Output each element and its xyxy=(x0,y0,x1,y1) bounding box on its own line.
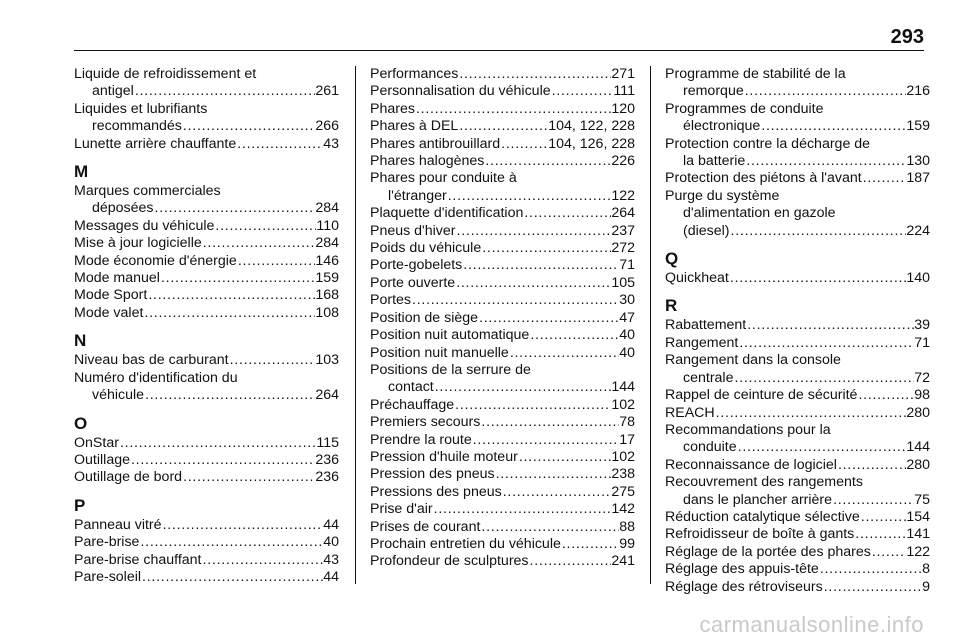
entry-page-ref: 78 xyxy=(619,414,635,431)
page-number: 293 xyxy=(890,26,924,48)
index-entry xyxy=(74,183,339,218)
entry-text: remorque xyxy=(683,83,744,100)
entry-page-ref: 264 xyxy=(611,205,635,222)
index-entry xyxy=(74,370,339,405)
dot-leader xyxy=(715,405,907,422)
entry-page-ref: 280 xyxy=(906,404,930,421)
entry-text: contact xyxy=(388,379,434,396)
entry-text: Profondeur de sculptures xyxy=(370,553,529,570)
entry-text: OnStar xyxy=(74,434,119,451)
section-letter: R xyxy=(665,296,678,316)
entry-text: Pression des pneus xyxy=(370,466,495,483)
entry-text: Réglage de la portée des phares xyxy=(665,543,871,560)
entry-text: Premiers secours xyxy=(370,414,481,431)
entry-text: Programme de stabilité de la xyxy=(665,66,846,82)
dot-leader xyxy=(236,136,323,153)
dot-leader xyxy=(433,501,612,518)
entry-page-ref: 144 xyxy=(906,439,930,456)
entry-page-ref: 146 xyxy=(315,252,339,269)
index-entry xyxy=(370,519,635,536)
index-entry xyxy=(370,449,635,466)
index-entry xyxy=(665,474,930,509)
dot-leader xyxy=(447,188,612,205)
index-entry xyxy=(74,253,339,270)
entry-text: Mise à jour logicielle xyxy=(74,235,202,252)
entry-text: Préchauffage xyxy=(370,396,455,413)
dot-leader xyxy=(832,492,914,509)
entry-text: centrale xyxy=(683,369,734,386)
index-entry xyxy=(370,432,635,449)
entry-text: REACH xyxy=(665,404,715,421)
dot-leader xyxy=(523,205,611,222)
index-entry xyxy=(74,552,339,569)
entry-page-ref: 17 xyxy=(619,431,635,448)
entry-page-ref: 275 xyxy=(611,483,635,500)
entry-page-ref: 140 xyxy=(906,270,930,287)
index-entry xyxy=(370,136,635,153)
entry-page-ref: 9 xyxy=(922,578,930,595)
dot-leader xyxy=(481,240,611,257)
index-entry xyxy=(665,405,930,422)
dot-leader xyxy=(502,484,612,501)
entry-text: Positions de la serrure de xyxy=(370,361,531,378)
entry-text: Prochain entretien du véhicule xyxy=(370,535,561,552)
entry-text: Recommandations pour la xyxy=(665,421,831,438)
entry-text: Rappel de ceinture de sécurité xyxy=(665,387,858,404)
entry-text: Messages du véhicule xyxy=(74,217,215,234)
entry-text: Réglage des rétroviseurs xyxy=(665,578,823,595)
column-divider-1 xyxy=(355,66,356,584)
entry-text: Mode Sport xyxy=(74,287,148,304)
dot-leader xyxy=(746,317,914,334)
dot-leader xyxy=(860,509,907,526)
index-entry xyxy=(74,435,339,452)
entry-page-ref: 120 xyxy=(611,100,635,117)
index-entry xyxy=(370,362,635,397)
entry-page-ref: 168 xyxy=(315,287,339,304)
index-entry xyxy=(370,170,635,205)
index-column-3 xyxy=(665,66,930,596)
entry-page-ref: 99 xyxy=(619,535,635,552)
entry-page-ref: 237 xyxy=(611,222,635,239)
entry-text: Mode économie d'énergie xyxy=(74,252,237,269)
entry-text: Rangement dans la console xyxy=(665,352,841,369)
entry-text: Pare-brise xyxy=(74,534,140,551)
dot-leader xyxy=(134,83,316,100)
dot-leader xyxy=(760,118,906,135)
section-letter: N xyxy=(74,331,87,351)
dot-leader xyxy=(837,457,906,474)
watermark: carmanualsonline.info xyxy=(699,612,924,637)
index-entry xyxy=(74,136,339,153)
entry-text: Pneus d'hiver xyxy=(370,222,456,239)
entry-text: Phares halogènes xyxy=(370,153,485,170)
index-entry xyxy=(74,101,339,136)
dot-leader xyxy=(737,439,907,456)
dot-leader xyxy=(143,305,315,322)
index-entry xyxy=(74,305,339,322)
entry-page-ref: 104, 126, 228 xyxy=(548,135,635,152)
dot-leader xyxy=(738,335,914,352)
entry-page-ref: 47 xyxy=(619,309,635,326)
dot-leader xyxy=(182,118,315,135)
entry-page-ref: 224 xyxy=(906,222,930,239)
entry-page-ref: 264 xyxy=(315,387,339,404)
entry-text: Marques commerciales xyxy=(74,183,221,200)
entry-text: Mode valet xyxy=(74,304,144,321)
section-letter: M xyxy=(74,162,89,182)
dot-leader xyxy=(415,101,611,118)
dot-leader xyxy=(456,223,612,240)
dot-leader xyxy=(518,449,612,466)
entry-page-ref: 122 xyxy=(611,187,635,204)
entry-text: antigel xyxy=(92,83,134,100)
index-entry xyxy=(370,223,635,240)
entry-text: l'étranger xyxy=(388,187,447,204)
index-entry xyxy=(370,292,635,309)
dot-leader xyxy=(130,452,315,469)
entry-page-ref: 71 xyxy=(914,334,930,351)
entry-page-ref: 159 xyxy=(906,118,930,135)
index-entry xyxy=(665,457,930,474)
dot-leader xyxy=(744,83,907,100)
index-entry xyxy=(665,544,930,561)
index-entry xyxy=(74,469,339,486)
entry-page-ref: 261 xyxy=(315,83,339,100)
dot-leader xyxy=(237,253,316,270)
entry-page-ref: 102 xyxy=(611,396,635,413)
section-letter: P xyxy=(74,495,86,515)
entry-page-ref: 216 xyxy=(906,83,930,100)
entry-page-ref: 102 xyxy=(611,448,635,465)
dot-leader xyxy=(729,270,906,287)
index-entry xyxy=(370,414,635,431)
entry-text: Pression d'huile moteur xyxy=(370,448,518,465)
entry-page-ref: 40 xyxy=(619,327,635,344)
dot-leader xyxy=(141,569,323,586)
entry-text: Prendre la route xyxy=(370,431,472,448)
entry-text: Reconnaissance de logiciel xyxy=(665,456,837,473)
index-entry xyxy=(370,101,635,118)
dot-leader xyxy=(454,397,611,414)
entry-text: Panneau vitré xyxy=(74,516,162,533)
entry-page-ref: 40 xyxy=(619,344,635,361)
dot-leader xyxy=(854,526,906,543)
entry-text: Phares xyxy=(370,100,415,117)
dot-leader xyxy=(411,292,619,309)
dot-leader xyxy=(480,519,619,536)
entry-text: Performances xyxy=(370,66,459,82)
index-entry xyxy=(370,153,635,170)
index-entry xyxy=(74,235,339,252)
entry-page-ref: 238 xyxy=(611,466,635,483)
dot-leader xyxy=(229,352,316,369)
dot-leader xyxy=(214,218,316,235)
entry-text: (diesel) xyxy=(683,222,730,239)
index-entry xyxy=(370,466,635,483)
entry-page-ref: 75 xyxy=(914,491,930,508)
entry-page-ref: 104, 122, 228 xyxy=(548,118,635,135)
dot-leader xyxy=(529,327,619,344)
entry-text: Rangement xyxy=(665,334,739,351)
index-entry xyxy=(370,484,635,501)
entry-page-ref: 271 xyxy=(611,66,635,82)
index-entry xyxy=(74,270,339,287)
entry-page-ref: 284 xyxy=(315,200,339,217)
entry-page-ref: 43 xyxy=(323,551,339,568)
entry-text: Phares pour conduite à xyxy=(370,170,517,187)
entry-text: Phares à DEL xyxy=(370,118,459,135)
dot-leader xyxy=(162,517,324,534)
index-entry xyxy=(370,327,635,344)
entry-page-ref: 115 xyxy=(316,434,339,451)
dot-leader xyxy=(472,432,619,449)
entry-text: Pare-soleil xyxy=(74,568,142,585)
dot-leader xyxy=(509,345,619,362)
dot-leader xyxy=(745,153,906,170)
entry-page-ref: 159 xyxy=(315,270,339,287)
dot-leader xyxy=(551,83,614,100)
dot-leader xyxy=(434,379,612,396)
dot-leader xyxy=(139,534,323,551)
index-entry xyxy=(665,352,930,387)
entry-text: Personnalisation du véhicule xyxy=(370,83,551,100)
index-entry xyxy=(370,205,635,222)
index-entry xyxy=(74,352,339,369)
dot-leader xyxy=(484,153,611,170)
entry-text: Porte ouverte xyxy=(370,274,456,291)
entry-page-ref: 111 xyxy=(613,83,635,100)
entry-text: Pressions des pneus xyxy=(370,483,502,500)
entry-page-ref: 72 xyxy=(914,369,930,386)
dot-leader xyxy=(458,66,611,83)
entry-page-ref: 280 xyxy=(906,456,930,473)
entry-page-ref: 236 xyxy=(315,469,339,486)
entry-text: Refroidisseur de boîte à gants xyxy=(665,526,855,543)
entry-text: Position de siège xyxy=(370,309,479,326)
entry-text: Phares antibrouillard xyxy=(370,135,501,152)
index-entry xyxy=(665,170,930,187)
section-letter: Q xyxy=(665,249,679,269)
entry-page-ref: 43 xyxy=(323,135,339,152)
dot-leader xyxy=(455,275,611,292)
dot-leader xyxy=(529,553,612,570)
index-entry xyxy=(370,553,635,570)
entry-page-ref: 44 xyxy=(323,516,339,533)
dot-leader xyxy=(119,435,316,452)
entry-page-ref: 30 xyxy=(619,292,635,309)
entry-text: Outillage xyxy=(74,451,130,468)
entry-page-ref: 110 xyxy=(316,217,339,234)
dot-leader xyxy=(458,118,548,135)
dot-leader xyxy=(862,170,907,187)
index-entry xyxy=(665,188,930,240)
entry-page-ref: 98 xyxy=(914,387,930,404)
entry-text: conduite xyxy=(683,439,737,456)
dot-leader xyxy=(857,387,914,404)
index-entry xyxy=(665,579,930,596)
index-entry xyxy=(370,275,635,292)
entry-text: Liquides et lubrifiants xyxy=(74,100,208,117)
entry-page-ref: 130 xyxy=(906,153,930,170)
entry-page-ref: 105 xyxy=(611,274,635,291)
index-entry xyxy=(665,335,930,352)
entry-text: Liquide de refroidissement et xyxy=(74,66,257,82)
entry-text: Lunette arrière chauffante xyxy=(74,135,237,152)
dot-leader xyxy=(154,200,316,217)
index-entry xyxy=(370,397,635,414)
dot-leader xyxy=(160,270,315,287)
index-entry xyxy=(665,422,930,457)
entry-page-ref: 71 xyxy=(619,257,635,274)
entry-page-ref: 8 xyxy=(922,561,930,578)
dot-leader xyxy=(144,387,315,404)
index-entry xyxy=(665,101,930,136)
index-entry xyxy=(74,287,339,304)
entry-page-ref: 241 xyxy=(611,553,635,570)
entry-text: Pare-brise chauffant xyxy=(74,551,202,568)
entry-page-ref: 103 xyxy=(315,352,339,369)
entry-text: Réglage des appuis-tête xyxy=(665,561,819,578)
entry-text: dans le plancher arrière xyxy=(683,491,833,508)
entry-text: recommandés xyxy=(92,118,182,135)
entry-text: Position nuit automatique xyxy=(370,327,530,344)
dot-leader xyxy=(462,257,619,274)
dot-leader xyxy=(182,469,315,486)
entry-text: Niveau bas de carburant xyxy=(74,352,229,369)
entry-page-ref: 144 xyxy=(611,379,635,396)
index-entry xyxy=(74,534,339,551)
entry-text: Portes xyxy=(370,292,412,309)
entry-page-ref: 122 xyxy=(906,543,930,560)
index-entry xyxy=(665,317,930,334)
dot-leader xyxy=(823,579,922,596)
entry-text: électronique xyxy=(683,118,761,135)
entry-text: d'alimentation en gazole xyxy=(683,205,836,222)
header-rule xyxy=(74,50,924,51)
index-entry xyxy=(74,218,339,235)
index-entry xyxy=(74,517,339,534)
index-entry xyxy=(370,536,635,553)
dot-leader xyxy=(819,561,922,578)
entry-text: Quickheat xyxy=(665,270,729,287)
entry-text: la batterie xyxy=(683,153,746,170)
dot-leader xyxy=(561,536,619,553)
entry-text: Prise d'air xyxy=(370,501,433,518)
entry-text: déposées xyxy=(92,200,154,217)
dot-leader xyxy=(147,287,315,304)
entry-text: Position nuit manuelle xyxy=(370,344,509,361)
entry-text: Porte-gobelets xyxy=(370,257,463,274)
index-entry xyxy=(665,136,930,171)
entry-text: Purge du système xyxy=(665,187,780,204)
index-entry xyxy=(370,66,635,83)
entry-page-ref: 284 xyxy=(315,235,339,252)
dot-leader xyxy=(495,466,612,483)
dot-leader xyxy=(202,552,324,569)
entry-text: Protection des piétons à l'avant xyxy=(665,170,862,187)
entry-text: véhicule xyxy=(92,387,145,404)
dot-leader xyxy=(733,370,914,387)
index-entry xyxy=(370,118,635,135)
index-entry xyxy=(370,501,635,518)
entry-page-ref: 141 xyxy=(906,526,930,543)
entry-page-ref: 108 xyxy=(315,304,339,321)
index-entry xyxy=(665,270,930,287)
index-entry xyxy=(665,509,930,526)
entry-page-ref: 272 xyxy=(611,240,635,257)
entry-text: Numéro d'identification du xyxy=(74,369,238,386)
entry-text: Prises de courant xyxy=(370,518,481,535)
entry-page-ref: 154 xyxy=(906,508,930,525)
index-entry xyxy=(370,257,635,274)
dot-leader xyxy=(202,235,316,252)
entry-text: Programmes de conduite xyxy=(665,100,824,117)
dot-leader xyxy=(500,136,548,153)
entry-text: Réduction catalytique sélective xyxy=(665,508,860,525)
index-entry xyxy=(665,387,930,404)
index-column-2 xyxy=(370,66,635,571)
index-column-1 xyxy=(74,66,339,586)
entry-text: Outillage de bord xyxy=(74,469,183,486)
entry-text: Mode manuel xyxy=(74,270,160,287)
index-entry xyxy=(665,66,930,101)
dot-leader xyxy=(871,544,906,561)
index-entry xyxy=(665,561,930,578)
dot-leader xyxy=(478,310,619,327)
entry-page-ref: 88 xyxy=(619,518,635,535)
index-entry xyxy=(370,310,635,327)
index-entry xyxy=(370,240,635,257)
index-entry xyxy=(370,345,635,362)
column-divider-2 xyxy=(650,66,651,584)
entry-page-ref: 226 xyxy=(611,153,635,170)
entry-page-ref: 142 xyxy=(611,501,635,518)
dot-leader xyxy=(730,223,907,240)
index-entry xyxy=(74,569,339,586)
entry-page-ref: 187 xyxy=(906,170,930,187)
index-entry xyxy=(74,66,339,101)
entry-text: Rabattement xyxy=(665,317,747,334)
entry-page-ref: 236 xyxy=(315,451,339,468)
entry-text: Protection contre la décharge de xyxy=(665,135,871,152)
index-entry xyxy=(74,452,339,469)
dot-leader xyxy=(480,414,619,431)
entry-text: Poids du véhicule xyxy=(370,240,482,257)
entry-page-ref: 40 xyxy=(323,534,339,551)
entry-page-ref: 39 xyxy=(914,317,930,334)
entry-text: Plaquette d'identification xyxy=(370,205,524,222)
entry-text: Recouvrement des rangements xyxy=(665,474,863,491)
section-letter: O xyxy=(74,413,88,433)
index-entry xyxy=(665,526,930,543)
entry-page-ref: 44 xyxy=(323,568,339,585)
entry-page-ref: 266 xyxy=(315,118,339,135)
index-entry xyxy=(370,83,635,100)
